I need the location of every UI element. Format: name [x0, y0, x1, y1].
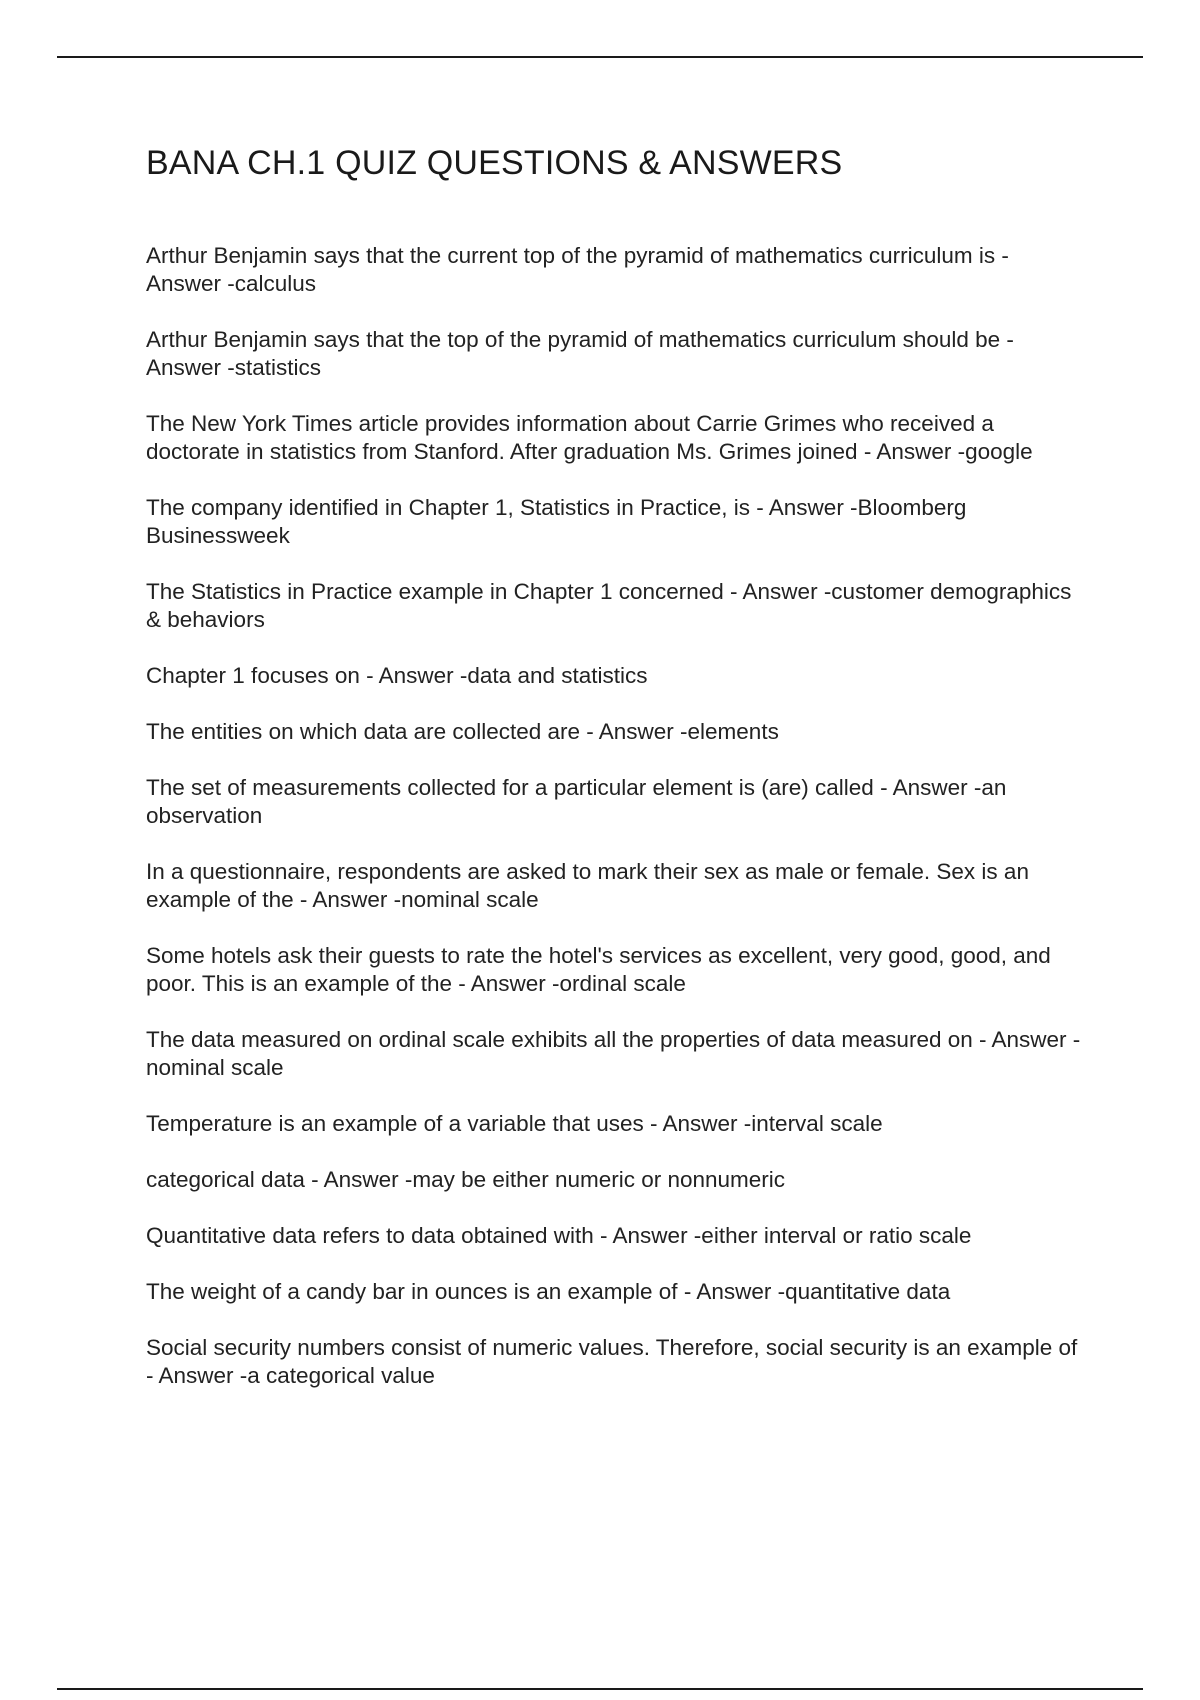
document-title: BANA CH.1 QUIZ QUESTIONS & ANSWERS: [146, 144, 843, 182]
qa-item: The weight of a candy bar in ounces is an example of - Answer -quantitative data: [146, 1279, 951, 1304]
qa-item: In a questionnaire, respondents are asked to mark their sex as male or female. Sex is an example of the - Answer -nominal scale: [146, 859, 1029, 912]
qa-item: The New York Times article provides information about Carrie Grimes who received a doctorate in statistics from Stanford. After graduation Ms. Grimes joined - Answer -google: [146, 411, 1033, 464]
qa-item: The Statistics in Practice example in Chapter 1 concerned - Answer -customer demographics & behaviors: [146, 579, 1072, 632]
qa-list: [146, 242, 1086, 1418]
qa-item: Social security numbers consist of numeric values. Therefore, social security is an example of - Answer -a categorical value: [146, 1335, 1078, 1388]
qa-item: Arthur Benjamin says that the current top of the pyramid of mathematics curriculum is - Answer -calculus: [146, 243, 1009, 296]
qa-item: The entities on which data are collected are - Answer -elements: [146, 719, 779, 744]
qa-item: categorical data - Answer -may be either numeric or nonnumeric: [146, 1167, 786, 1192]
bottom-divider: [57, 1688, 1143, 1690]
qa-item: The set of measurements collected for a particular element is (are) called - Answer -an observation: [146, 775, 1007, 828]
top-divider: [57, 56, 1143, 58]
qa-item: Some hotels ask their guests to rate the hotel's services as excellent, very good, good, and poor. This is an example of the - Answer -ordinal scale: [146, 943, 1051, 996]
qa-item: The company identified in Chapter 1, Statistics in Practice, is - Answer -Bloomberg Businessweek: [146, 495, 967, 548]
qa-item: Arthur Benjamin says that the top of the pyramid of mathematics curriculum should be - Answer -statistics: [146, 327, 1014, 380]
qa-item: The data measured on ordinal scale exhibits all the properties of data measured on - Answer -nominal scale: [146, 1027, 1081, 1080]
qa-item: Temperature is an example of a variable that uses - Answer -interval scale: [146, 1111, 883, 1136]
qa-item: Chapter 1 focuses on - Answer -data and statistics: [146, 663, 648, 688]
qa-item: Quantitative data refers to data obtained with - Answer -either interval or ratio scale: [146, 1223, 972, 1248]
